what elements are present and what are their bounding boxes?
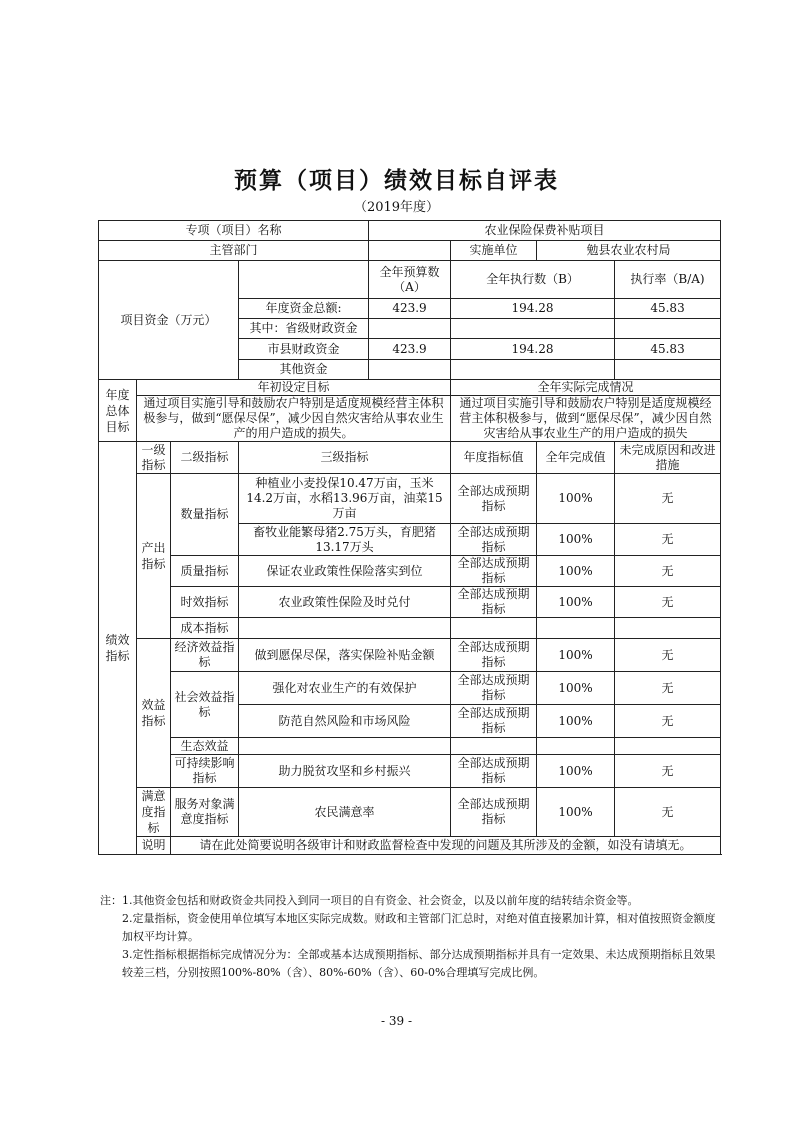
department-value bbox=[369, 241, 451, 261]
reason-header: 未完成原因和改进措施 bbox=[615, 442, 721, 474]
empty-cell bbox=[615, 618, 721, 639]
note-label: 说明 bbox=[137, 837, 171, 855]
table-row bbox=[99, 618, 721, 639]
target-value: 全部达成预期指标 bbox=[451, 587, 537, 618]
footnote-2: 2.定量指标，资金使用单位填写本地区实际完成数。财政和主管部门汇总时，对绝对值直接累加计算，相对值按照资金额度加权平均计算。 bbox=[122, 912, 716, 943]
sustain-label: 可持续影响指标 bbox=[171, 755, 239, 788]
empty-cell bbox=[537, 618, 615, 639]
timely-item: 农业政策性保险及时兑付 bbox=[239, 587, 451, 618]
reason-value: 无 bbox=[615, 587, 721, 618]
table-row bbox=[99, 442, 721, 474]
total-exec: 194.28 bbox=[451, 299, 615, 319]
sustain-item: 助力脱贫攻坚和乡村振兴 bbox=[239, 755, 451, 788]
table-row bbox=[99, 837, 721, 855]
perf-indicators-label: 绩效指标 bbox=[99, 442, 137, 855]
benefit-indicators-label: 效益指标 bbox=[137, 639, 171, 788]
table-row bbox=[99, 241, 721, 261]
table-row bbox=[99, 474, 721, 524]
city-budget: 423.9 bbox=[369, 339, 451, 360]
quantity-item-1: 种植业小麦投保10.47万亩，玉米14.2万亩，水稻13.96万亩，油菜15万亩 bbox=[239, 474, 451, 524]
reason-value: 无 bbox=[615, 755, 721, 788]
initial-goal-text: 通过项目实施引导和鼓励农户特别是适度规模经营主体积极参与，做到“愿保尽保”，减少因自然灾害给从事农业生产的用户造成的损失。 bbox=[137, 396, 451, 442]
actual-text: 通过项目实施引导和鼓励农户特别是适度规模经营主体积极参与，做到“愿保尽保”，减少因自然灾害给从事农业生产的用户造成的损失 bbox=[451, 396, 721, 442]
budget-header: 全年预算数（A） bbox=[369, 261, 451, 299]
table-row bbox=[99, 396, 721, 442]
done-value: 100% bbox=[537, 755, 615, 788]
note-text: 请在此处简要说明各级审计和财政监督检查中发现的问题及其所涉及的金额，如没有请填无。 bbox=[171, 837, 721, 855]
target-value: 全部达成预期指标 bbox=[451, 474, 537, 524]
empty-cell bbox=[239, 618, 451, 639]
page-title: 预算（项目）绩效目标自评表 bbox=[234, 167, 559, 194]
cost-label: 成本指标 bbox=[171, 618, 239, 639]
table-row bbox=[99, 672, 721, 705]
initial-goal-header: 年初设定目标 bbox=[137, 380, 451, 396]
city-exec: 194.28 bbox=[451, 339, 615, 360]
rate-header: 执行率（B/A) bbox=[615, 261, 721, 299]
impl-unit-label: 实施单位 bbox=[451, 241, 537, 261]
exec-header: 全年执行数（B） bbox=[451, 261, 615, 299]
service-label: 服务对象满意度指标 bbox=[171, 788, 239, 837]
done-value: 100% bbox=[537, 474, 615, 524]
target-value: 全部达成预期指标 bbox=[451, 788, 537, 837]
table-row bbox=[99, 639, 721, 672]
prov-budget bbox=[369, 319, 451, 339]
page-number: - 39 - bbox=[380, 1014, 412, 1028]
satisfaction-indicators-label: 满意度指标 bbox=[137, 788, 171, 837]
target-value: 全部达成预期指标 bbox=[451, 705, 537, 738]
service-item: 农民满意率 bbox=[239, 788, 451, 837]
quality-label: 质量指标 bbox=[171, 556, 239, 587]
footnote-1: 注：1.其他资金包括和财政资金共同投入到同一项目的自有资金、社会资金，以及以前年度的结转结余资金等。 bbox=[100, 894, 639, 907]
table-row bbox=[99, 261, 721, 299]
output-indicators-label: 产出指标 bbox=[137, 474, 171, 639]
prov-funds-label: 其中：省级财政资金 bbox=[239, 319, 369, 339]
table-row bbox=[99, 738, 721, 755]
target-header: 年度指标值 bbox=[451, 442, 537, 474]
target-value: 全部达成预期指标 bbox=[451, 556, 537, 587]
target-value: 全部达成预期指标 bbox=[451, 672, 537, 705]
annual-goal-label: 年度总体目标 bbox=[99, 380, 137, 442]
reason-value: 无 bbox=[615, 705, 721, 738]
social-label: 社会效益指标 bbox=[171, 672, 239, 738]
reason-value: 无 bbox=[615, 788, 721, 837]
timely-label: 时效指标 bbox=[171, 587, 239, 618]
department-label: 主管部门 bbox=[99, 241, 369, 261]
project-name-label: 专项（项目）名称 bbox=[99, 221, 369, 241]
reason-value: 无 bbox=[615, 524, 721, 556]
city-rate: 45.83 bbox=[615, 339, 721, 360]
reason-value: 无 bbox=[615, 474, 721, 524]
actual-header: 全年实际完成情况 bbox=[451, 380, 721, 396]
empty-cell bbox=[537, 738, 615, 755]
project-name-value: 农业保险保费补贴项目 bbox=[369, 221, 721, 241]
table-row bbox=[99, 556, 721, 587]
done-value: 100% bbox=[537, 587, 615, 618]
other-funds-label: 其他资金 bbox=[239, 360, 369, 380]
footnotes bbox=[100, 892, 720, 982]
econ-label: 经济效益指标 bbox=[171, 639, 239, 672]
reason-value: 无 bbox=[615, 672, 721, 705]
econ-item: 做到愿保尽保，落实保险补贴金额 bbox=[239, 639, 451, 672]
prov-rate bbox=[615, 319, 721, 339]
footnote-3: 3.定性指标根据指标完成情况分为：全部或基本达成预期指标、部分达成预期指标并具有一定效果、未达成预期指标且效果较差三档，分别按照100%-80%（含）、80%-60%（含）、60-0%合理填写完成比例。 bbox=[122, 948, 716, 979]
done-value: 100% bbox=[537, 705, 615, 738]
done-header: 全年完成值 bbox=[537, 442, 615, 474]
l3-header: 三级指标 bbox=[239, 442, 451, 474]
social-item-1: 强化对农业生产的有效保护 bbox=[239, 672, 451, 705]
target-value: 全部达成预期指标 bbox=[451, 639, 537, 672]
total-budget: 423.9 bbox=[369, 299, 451, 319]
empty-cell bbox=[451, 738, 537, 755]
done-value: 100% bbox=[537, 672, 615, 705]
table-row bbox=[99, 755, 721, 788]
done-value: 100% bbox=[537, 524, 615, 556]
funds-label: 项目资金（万元） bbox=[99, 261, 239, 380]
done-value: 100% bbox=[537, 639, 615, 672]
table-row bbox=[99, 587, 721, 618]
l2-header: 二级指标 bbox=[171, 442, 239, 474]
social-item-2: 防范自然风险和市场风险 bbox=[239, 705, 451, 738]
target-value: 全部达成预期指标 bbox=[451, 524, 537, 556]
reason-value: 无 bbox=[615, 556, 721, 587]
done-value: 100% bbox=[537, 556, 615, 587]
quality-item: 保证农业政策性保险落实到位 bbox=[239, 556, 451, 587]
table-row bbox=[99, 380, 721, 396]
reason-value: 无 bbox=[615, 639, 721, 672]
quantity-item-2: 畜牧业能繁母猪2.75万头，育肥猪13.17万头 bbox=[239, 524, 451, 556]
prov-exec bbox=[451, 319, 615, 339]
quantity-label: 数量指标 bbox=[171, 474, 239, 556]
total-funds-label: 年度资金总额: bbox=[239, 299, 369, 319]
table-row bbox=[99, 788, 721, 837]
done-value: 100% bbox=[537, 788, 615, 837]
other-exec bbox=[451, 360, 615, 380]
empty-cell bbox=[239, 261, 369, 299]
eco-label: 生态效益 bbox=[171, 738, 239, 755]
total-rate: 45.83 bbox=[615, 299, 721, 319]
empty-cell bbox=[451, 618, 537, 639]
city-funds-label: 市县财政资金 bbox=[239, 339, 369, 360]
target-value: 全部达成预期指标 bbox=[451, 755, 537, 788]
l1-header: 一级指标 bbox=[137, 442, 171, 474]
self-evaluation-table bbox=[98, 220, 721, 855]
other-rate bbox=[615, 360, 721, 380]
table-row bbox=[99, 221, 721, 241]
empty-cell bbox=[615, 738, 721, 755]
other-budget bbox=[369, 360, 451, 380]
impl-unit-value: 勉县农业农村局 bbox=[537, 241, 721, 261]
empty-cell bbox=[239, 738, 451, 755]
page-subtitle: （2019年度） bbox=[353, 200, 440, 215]
